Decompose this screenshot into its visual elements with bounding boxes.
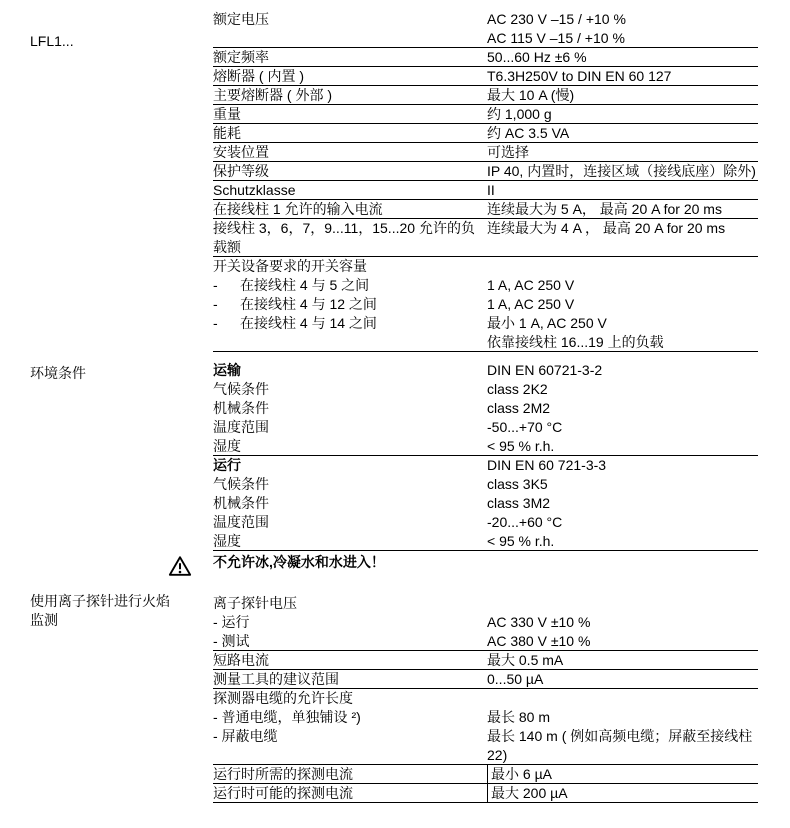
table-row <box>213 86 758 105</box>
spec-value-line1: 最长 140 m ( 例如高频电缆；屏蔽至接线柱 <box>487 728 753 744</box>
table-row <box>213 314 758 333</box>
spec-label: 温度范围 <box>213 419 269 435</box>
table-row <box>213 475 758 494</box>
spec-value: 依靠接线柱 16...19 上的负载 <box>487 334 664 350</box>
spec-label: Schutzklasse <box>213 182 296 198</box>
spec-label: 运输 <box>213 362 241 378</box>
spec-value <box>487 594 758 613</box>
dash-bullet: - <box>213 296 218 312</box>
spec-label: 离子探针电压 <box>213 595 297 611</box>
table-row <box>213 632 758 651</box>
spec-label: 在接线柱 4 与 12 之间 <box>240 296 377 312</box>
spec-label: 在接线柱 4 与 5 之间 <box>240 277 370 293</box>
spec-value: 连续最大为 5 A， 最高 20 A for 20 ms <box>487 201 722 217</box>
spec-label: 湿度 <box>213 533 241 549</box>
spec-value <box>487 689 758 708</box>
spec-value-line1: AC 230 V –15 / +10 % <box>487 11 626 27</box>
table-row <box>213 727 758 765</box>
spec-value: class 3M2 <box>487 495 551 511</box>
spec-value: DIN EN 60721-3-2 <box>487 362 603 378</box>
spec-label: 保护等级 <box>213 163 269 179</box>
table-row <box>213 380 758 399</box>
spec-label-cell <box>213 276 487 295</box>
spec-label: - 运行 <box>213 614 250 630</box>
spec-value: < 95 % r.h. <box>487 438 555 454</box>
spec-value: class 3K5 <box>487 476 548 492</box>
table-row <box>213 276 758 295</box>
spec-value: 0...50 µA <box>487 671 544 687</box>
spec-label: - 普通电缆，单独铺设 ²) <box>213 709 361 725</box>
table-row <box>213 48 758 67</box>
spec-value: 最长 80 m <box>487 709 551 725</box>
spec-value: < 95 % r.h. <box>487 533 555 549</box>
table-row <box>213 594 758 613</box>
spec-label: 重量 <box>213 106 241 122</box>
spec-value: 可选择 <box>487 144 529 160</box>
table-row <box>213 765 758 784</box>
table-row <box>213 219 758 257</box>
spec-label: 短路电流 <box>213 652 269 668</box>
model-label: LFL1... <box>30 33 74 49</box>
spec-value-cell <box>487 10 758 47</box>
dash-bullet: - <box>213 315 218 331</box>
spec-value: 最小 6 µA <box>487 765 758 783</box>
spec-label: - 测试 <box>213 633 250 649</box>
specs-table <box>213 10 758 352</box>
spec-label: 温度范围 <box>213 514 269 530</box>
spec-value: IP 40, 内置时，连接区域（接线底座）除外) <box>487 163 756 179</box>
spec-label: 运行时所需的探测电流 <box>213 766 353 782</box>
table-row <box>213 143 758 162</box>
spec-value: class 2M2 <box>487 400 551 416</box>
spec-value: 最小 1 A, AC 250 V <box>487 315 607 331</box>
spec-label: 接线柱 3，6，7，9...11，15...20 允许的负载额 <box>213 220 475 255</box>
spec-value-line2: AC 115 V –15 / +10 % <box>487 30 625 46</box>
table-row <box>213 124 758 143</box>
table-row <box>213 181 758 200</box>
table-row <box>213 784 758 803</box>
table-row <box>213 418 758 437</box>
flame-detection-table <box>213 594 758 803</box>
table-row <box>213 10 758 48</box>
spec-label: 主要熔断器 ( 外部 ) <box>213 87 332 103</box>
spec-label: 运行时可能的探测电流 <box>213 785 353 801</box>
spec-label: - 屏蔽电缆 <box>213 728 278 744</box>
row-header-label: 开关设备要求的开关容量 <box>213 258 367 274</box>
warning-triangle-icon <box>168 555 192 577</box>
spec-label: 机械条件 <box>213 495 269 511</box>
spec-value: -50...+70 °C <box>487 419 563 435</box>
flame-monitoring-label-line2: 监测 <box>30 612 58 628</box>
spec-value-line2: 22) <box>487 747 508 763</box>
spec-label: 额定频率 <box>213 49 269 65</box>
spec-label: 气候条件 <box>213 381 269 397</box>
spec-label: 运行 <box>213 457 241 473</box>
spec-label: 探测器电缆的允许长度 <box>213 690 353 706</box>
table-row <box>213 437 758 456</box>
spec-label: 熔断器 ( 内置 ) <box>213 68 304 84</box>
spec-value: 1 A, AC 250 V <box>487 296 575 312</box>
table-row <box>213 513 758 532</box>
table-row <box>213 670 758 689</box>
spec-value: class 2K2 <box>487 381 548 397</box>
spec-label-cell <box>213 314 487 333</box>
table-row <box>213 200 758 219</box>
spec-label: 机械条件 <box>213 400 269 416</box>
table-row <box>213 708 758 727</box>
environment-section-label: 环境条件 <box>30 365 86 381</box>
spec-label-cell <box>213 295 487 314</box>
table-row <box>213 361 758 380</box>
table-row <box>213 399 758 418</box>
spec-label: 安装位置 <box>213 144 269 160</box>
spec-label: 在接线柱 1 允许的输入电流 <box>213 201 383 217</box>
table-row <box>213 67 758 86</box>
spec-value: 约 AC 3.5 VA <box>487 125 570 141</box>
table-row <box>213 613 758 632</box>
table-row <box>213 295 758 314</box>
dash-bullet: - <box>213 277 218 293</box>
table-row <box>213 105 758 124</box>
flame-monitoring-section-label <box>30 592 206 630</box>
spec-value: 最大 200 µA <box>487 784 758 802</box>
warning-text: 不允许冰,冷凝水和水进入！ <box>213 554 385 570</box>
flame-monitoring-label-line1: 使用离子探针进行火焰 <box>30 593 170 609</box>
spec-value: II <box>487 182 495 198</box>
spec-label: 湿度 <box>213 438 241 454</box>
table-row <box>213 456 758 475</box>
spec-label: 额定电压 <box>213 11 269 27</box>
table-row <box>213 532 758 551</box>
spec-value: 50...60 Hz ±6 % <box>487 49 587 65</box>
spec-value: 约 1,000 g <box>487 106 552 122</box>
table-row <box>213 162 758 181</box>
spec-value: 最大 10 A (慢) <box>487 87 575 103</box>
table-row <box>213 257 758 276</box>
spec-value: DIN EN 60 721-3-3 <box>487 457 607 473</box>
spec-value: T6.3H250V to DIN EN 60 127 <box>487 68 672 84</box>
spec-value-cell <box>487 727 758 764</box>
spec-value: 最大 0.5 mA <box>487 652 564 668</box>
table-row <box>213 689 758 708</box>
table-row <box>213 333 758 352</box>
table-row <box>213 651 758 670</box>
spec-label: 在接线柱 4 与 14 之间 <box>240 315 377 331</box>
spec-value: 连续最大为 4 A ， 最高 20 A for 20 ms <box>487 220 726 236</box>
spec-value: -20...+60 °C <box>487 514 563 530</box>
spec-label: 能耗 <box>213 125 241 141</box>
table-row <box>213 494 758 513</box>
environment-table <box>213 361 758 551</box>
spec-value: 1 A, AC 250 V <box>487 277 575 293</box>
spec-label-cell <box>213 333 487 351</box>
spec-label: 测量工具的建议范围 <box>213 671 339 687</box>
spec-label: 气候条件 <box>213 476 269 492</box>
warning-note <box>168 553 385 577</box>
spec-value: AC 380 V ±10 % <box>487 633 591 649</box>
spec-value: AC 330 V ±10 % <box>487 614 591 630</box>
